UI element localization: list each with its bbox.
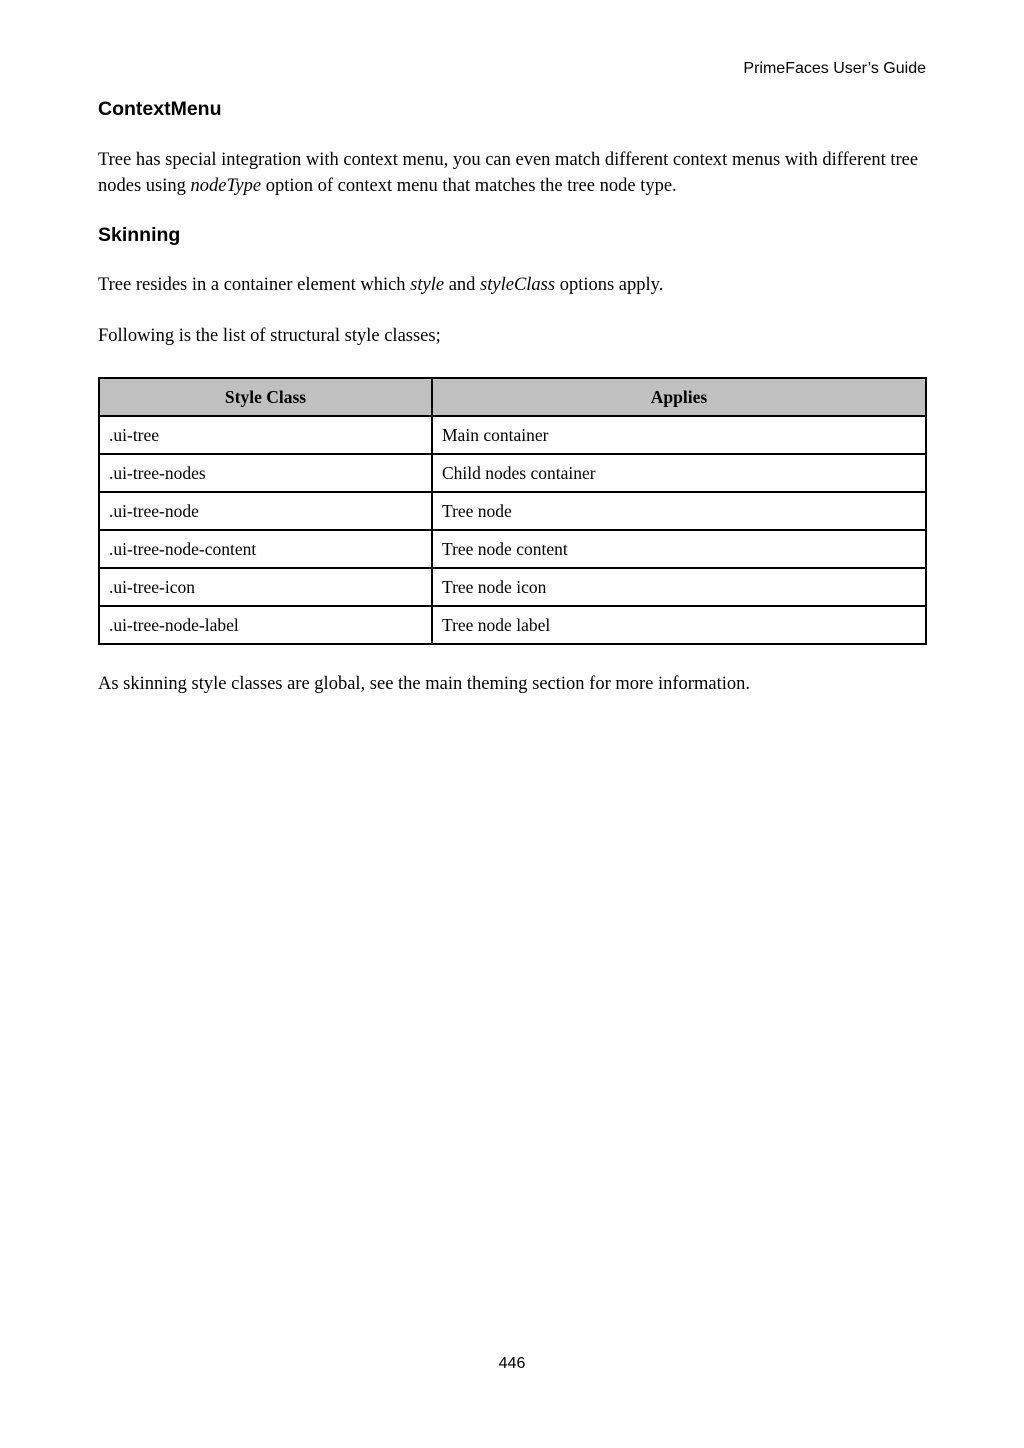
column-header-applies: Applies — [432, 378, 926, 416]
applies-cell: Tree node content — [432, 530, 926, 568]
contextmenu-text-1: Tree has special integration with context menu, you can even match different context menus with different tree nodes using — [98, 150, 919, 196]
skinning-paragraph-1 — [98, 272, 927, 298]
nodetype-term: nodeType — [190, 176, 262, 196]
table-row — [99, 492, 926, 530]
contextmenu-text-2: option of context menu that matches the tree node type. — [261, 176, 677, 196]
skinning-text-1: Tree resides in a container element which — [98, 275, 411, 295]
style-class-table — [98, 377, 927, 645]
theming-note-paragraph: As skinning style classes are global, see the main theming section for more information. — [98, 674, 750, 694]
skinning-paragraph-2: Following is the list of structural style classes; — [98, 326, 441, 346]
table-row — [99, 530, 926, 568]
heading-skinning: Skinning — [98, 224, 181, 246]
style-class-cell: .ui-tree-icon — [99, 568, 432, 606]
skinning-text-3: options apply. — [555, 275, 664, 295]
style-class-cell: .ui-tree-node-label — [99, 606, 432, 644]
style-class-cell: .ui-tree-node-content — [99, 530, 432, 568]
table-row — [99, 606, 926, 644]
applies-cell: Tree node icon — [432, 568, 926, 606]
table-row — [99, 454, 926, 492]
page-number: 446 — [498, 1355, 526, 1372]
style-class-cell: .ui-tree-nodes — [99, 454, 432, 492]
page-content — [98, 96, 927, 697]
table-row — [99, 568, 926, 606]
skinning-text-2: and — [444, 275, 481, 295]
applies-cell: Main container — [432, 416, 926, 454]
table-header-row — [99, 378, 926, 416]
applies-cell: Tree node label — [432, 606, 926, 644]
column-header-style-class: Style Class — [99, 378, 432, 416]
running-header: PrimeFaces User’s Guide — [743, 60, 926, 77]
contextmenu-paragraph — [98, 147, 927, 199]
heading-contextmenu: ContextMenu — [98, 98, 222, 120]
applies-cell: Child nodes container — [432, 454, 926, 492]
styleclass-term: styleClass — [480, 275, 556, 295]
style-class-cell: .ui-tree-node — [99, 492, 432, 530]
table-row — [99, 416, 926, 454]
style-class-cell: .ui-tree — [99, 416, 432, 454]
style-term: style — [410, 275, 445, 295]
applies-cell: Tree node — [432, 492, 926, 530]
